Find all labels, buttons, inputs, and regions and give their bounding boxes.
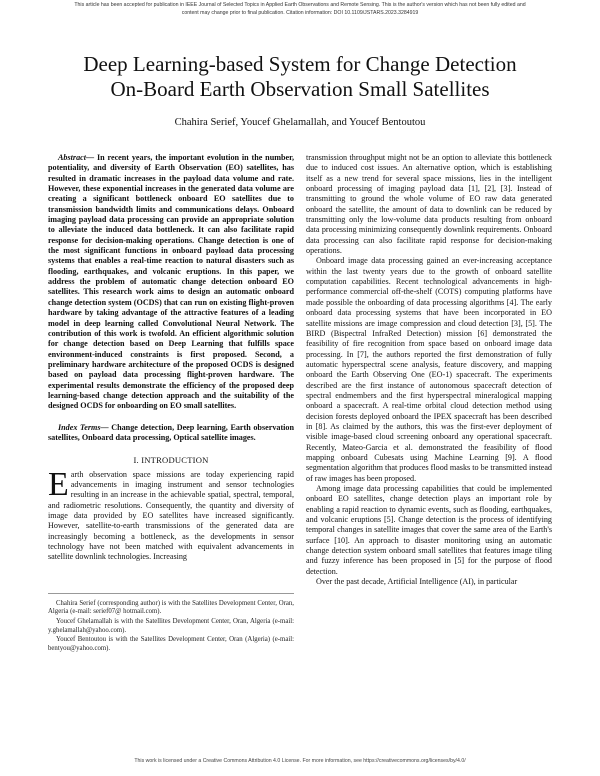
publication-notice [0,1,600,17]
footnote-3: Youcef Bentoutou is with the Satellites Development Center, Oran (Algeria) (e-mail: bentyou@yahoo.com). [48,636,294,652]
intro-paragraph-1 [48,465,294,563]
author-list: Chahira Serief, Youcef Ghelamallah, and Youcef Bentoutou [174,117,426,128]
abstract-text: In recent years, the important evolution in the number, potentiality, and diversity of Earth Observation (EO) satellites, has resulted in dramatic increases in the payload data volume and rate. However, these exponential increases in the generated data volume are creating a significant bottleneck onboard EO satellites due to transmission bandwidth limits and communications delays. Onboard imaging payload data processing can provide an appropriate solution to alleviate the induced data bottleneck. It can also facilitate rapid response for decision-making operations. Change detection is one of the most significant functions in onboard payload data processing systems that enables a real-time reaction to natural disasters such as flooding, earthquakes, and volcanic eruptions. In this paper, we address the problem of automatic change detection onboard EO satellites. This research work aims to design an automatic onboard change detection system (OCDS) that can run on existing flight-proven hardware by taking advantage of the attractive features of a leading model in deep learning called Convolutional Neural Network. The contribution of this work is twofold. An efficient algorithmic solution for change detection based on Deep Learning that fulfills space environment-induced constraints is first proposed. Second, a preliminary hardware architecture of the proposed OCDS is designed based on payload data processing flight-proven hardware. The experimental results demonstrate the efficiency of the proposed deep learning-based change detection approach and the suitability of the designed OCDS for onboarding on EO small satellites. [48,153,294,411]
notice-line-2: content may change prior to final publication. Citation information: DOI 10.1109/JSTARS.2023.3284919 [181,10,419,16]
footnote-divider [48,593,294,594]
title-line-1: Deep Learning-based System for Change Detection [83,52,517,76]
index-terms [48,423,294,444]
abstract [48,153,294,412]
index-terms-label: Index Terms— [58,422,109,432]
intro-paragraph-3: Among image data processing capabilities that could be implemented onboard EO satellites, change detection plays an important role by enabling a rapid reaction to dynamic events, such as flooding, earthquakes, and volcanic eruptions [5]. Change detection is the process of identifying temporal changes in satellite images that cover the same area of the Earth's surface [10]. An approach to disaster monitoring using an automatic change detection system onboard small satellites that features image tiling and fuzzy inference has been proposed in [5] for the purpose of flood detection. [306,484,552,576]
left-column [48,153,294,654]
footnote-1: Chahira Serief (corresponding author) is with the Satellites Development Center, Oran, Algeria (e-mail: serief07@ hotmail.com). [48,599,294,616]
drop-cap: E [48,465,69,503]
license-footer: This work is licensed under a Creative Commons Attribution 4.0 License. For more information, see https://creativecommons.org/licenses/by/4.0/ [134,758,466,764]
paper-title [30,52,570,102]
intro-paragraph-2: Onboard image data processing gained an ever-increasing acceptance within the last twenty years due to the growth of onboard satellite computation capabilities. Recent technological advancements in high-performance commercial off-the-shelf (COTS) computing platforms have made possible the onboarding of data processing algorithms [4]. The early onboard data processing systems that have been incorporated in EO satellite missions are image compression and cloud detection [3], [5]. The BIRD (Bispectral InfraRed Detection) mission [6] demonstrated the feasibility of fire recognition from space based on onboard image data processing. In [7], the authors reported the first demonstration of fully automatic hyperspectral scene analysis, feature discovery, and mapping onboard the Earth Observing One (EO-1) spacecraft. The experiments described are the first instance of autonomous spacecraft detection of spectral endmembers and the first hyperspectral mineralogical mapping onboard a spacecraft. A real-time orbital cloud detection method using decision forests deployed onboard the IPEX spacecraft has been described in [8]. As claimed by the authors, this was the first-ever deployment of visible image-based cloud screening onboard any operational spacecraft. Recently, Mateo-Garcia et al. demonstrated the feasibility of flood mapping onboard Cubesats using Machine Learning [9]. A flood segmentation algorithm that produces flood masks to be transmitted instead of raw images has been proposed. [306,256,552,483]
section-heading-introduction: I. INTRODUCTION [133,455,209,466]
abstract-label: Abstract— [58,153,95,162]
intro-paragraph-1-text: arth observation space missions are today experiencing rapid advancements in imaging instrument and sensor technologies resulting in an increase in the achievable spatial, spectral, temporal, and radiometric resolutions. Consequently, the quantity and diversity of image data provided by EO satellites have increased significantly. However, satellite-to-earth transmissions of the generated data are increasingly becoming a bottleneck, as the developments in sensor technology have not been matched with equivalent advancements in satellite downlink technologies. Increasing [48,469,294,562]
intro-paragraph-4: Over the past decade, Artificial Intelligence (AI), in particular [316,577,518,587]
footnote-2: Youcef Ghelamallah is with the Satellites Development Center, Oran, Algeria (e-mail: y.ghelamallah@yahoo.com). [48,617,294,634]
intro-paragraph-1-continued: transmission throughput might not be an option to alleviate this bottleneck due to induced cost issues. An alternative option, which is establishing itself as a new trend for several space missions, lies in the intelligent onboard processing of imaging payload data [1], [2], [3]. Instead of transmitting to ground the whole volume of EO raw data generated onboard the satellite, the amount of data to downlink can be reduced by transmitting only the low-volume data products resulting from onboard data processing minimizing consequently downlink requirements. Onboard data processing can also facilitate rapid response for decision-making operations. [306,153,552,256]
author-footnotes [48,600,294,654]
notice-line-1: This article has been accepted for publication in IEEE Journal of Selected Topics in Applied Earth Observations and Remote Sensing. This is the author's version which has not been fully edited and [74,2,526,8]
right-column [306,153,552,587]
title-line-2: On-Board Earth Observation Small Satellites [110,77,490,101]
index-terms-text: Change detection, Deep learning, Earth observation satellites, Onboard data processing, Optical satellite images. [48,422,294,442]
